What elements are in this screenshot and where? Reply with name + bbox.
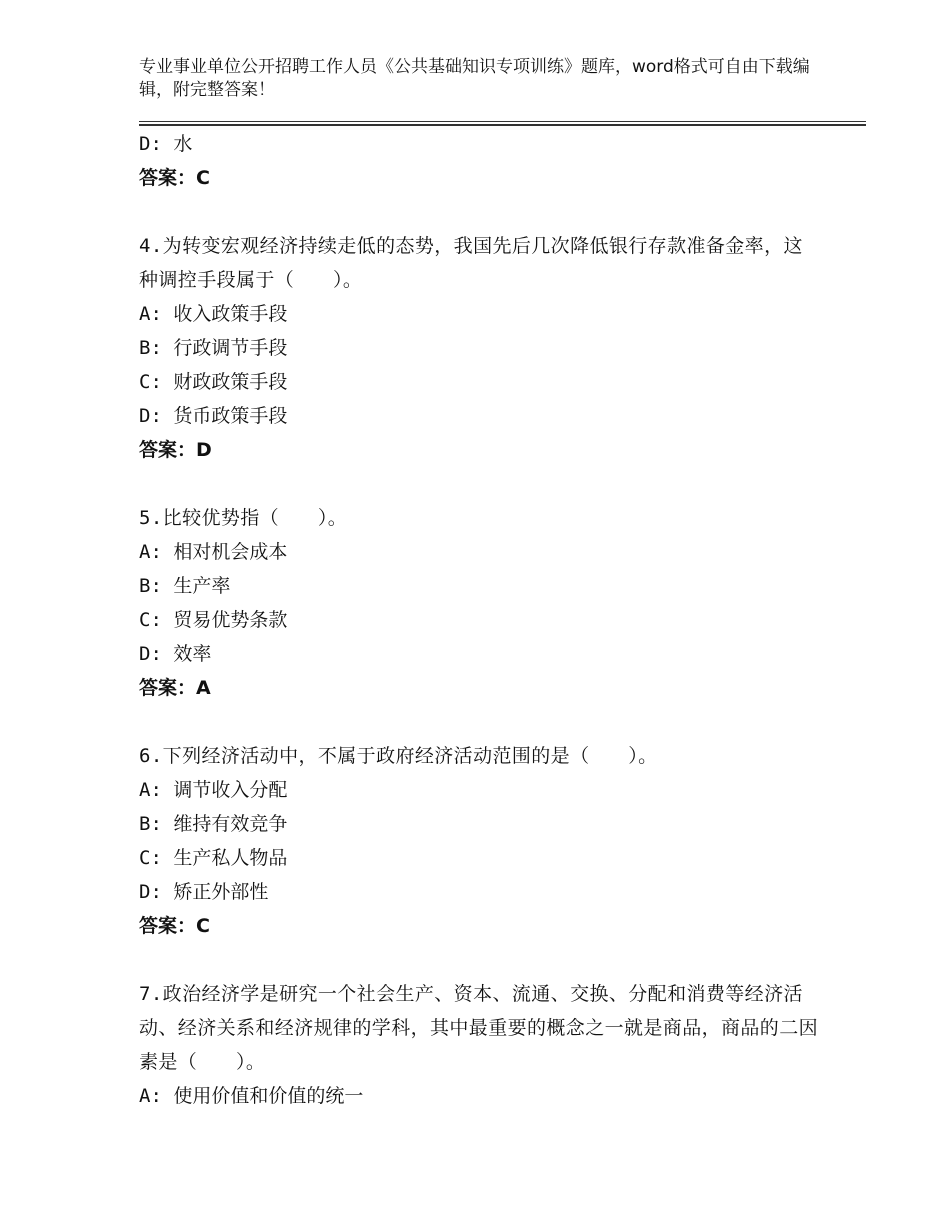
option-text: 维持有效竞争 [173, 813, 288, 835]
question-stem: 4.为转变宏观经济持续走低的态势，我国先后几次降低银行存款准备金率，这种调控手段属于（ ）。 [139, 235, 803, 291]
option-letter: A: [139, 779, 162, 801]
option-a [139, 1079, 819, 1113]
option-a [139, 535, 819, 569]
header-rule-thick [139, 124, 866, 126]
option-text: 水 [173, 133, 193, 155]
option-text: 贸易优势条款 [173, 609, 288, 631]
option-d [139, 399, 819, 433]
document-header: 专业事业单位公开招聘工作人员《公共基础知识专项训练》题库，word格式可自由下载编辑，附完整答案！ [139, 57, 810, 100]
option-letter: C: [139, 609, 162, 631]
option-text: 财政政策手段 [173, 371, 288, 393]
option-a [139, 773, 819, 807]
question-stem: 7.政治经济学是研究一个社会生产、资本、流通、交换、分配和消费等经济活动、经济关系和经济规律的学科，其中最重要的概念之一就是商品，商品的二因素是（ ）。 [139, 983, 819, 1073]
answer-line: 答案：D [139, 439, 212, 461]
answer-line: 答案：C [139, 167, 210, 189]
option-b [139, 331, 819, 365]
option-letter: D: [139, 643, 162, 665]
option-b [139, 569, 819, 603]
option-letter: C: [139, 371, 162, 393]
option-d [139, 875, 819, 909]
question-stem: 5.比较优势指（ ）。 [139, 507, 348, 529]
option-letter: A: [139, 541, 162, 563]
question-list [139, 127, 819, 1113]
option-text: 效率 [173, 643, 212, 665]
option-text: 矫正外部性 [173, 881, 269, 903]
header-rule-thin [139, 121, 866, 122]
option-text: 相对机会成本 [173, 541, 288, 563]
question-stem: 6.下列经济活动中，不属于政府经济活动范围的是（ ）。 [139, 745, 658, 767]
option-text: 生产率 [173, 575, 231, 597]
option-letter: D: [139, 405, 162, 427]
option-d [139, 637, 819, 671]
option-letter: D: [139, 133, 162, 155]
option-letter: A: [139, 1085, 162, 1107]
option-d [139, 127, 819, 161]
option-text: 行政调节手段 [173, 337, 288, 359]
option-text: 生产私人物品 [173, 847, 288, 869]
option-text: 调节收入分配 [173, 779, 288, 801]
option-text: 收入政策手段 [173, 303, 288, 325]
answer-line: 答案：C [139, 915, 210, 937]
option-c [139, 841, 819, 875]
option-b [139, 807, 819, 841]
option-letter: B: [139, 337, 162, 359]
option-letter: B: [139, 575, 162, 597]
option-text: 货币政策手段 [173, 405, 288, 427]
option-letter: A: [139, 303, 162, 325]
option-letter: B: [139, 813, 162, 835]
option-a [139, 297, 819, 331]
option-text: 使用价值和价值的统一 [173, 1085, 364, 1107]
option-c [139, 603, 819, 637]
option-letter: D: [139, 881, 162, 903]
option-letter: C: [139, 847, 162, 869]
answer-line: 答案：A [139, 677, 211, 699]
option-c [139, 365, 819, 399]
